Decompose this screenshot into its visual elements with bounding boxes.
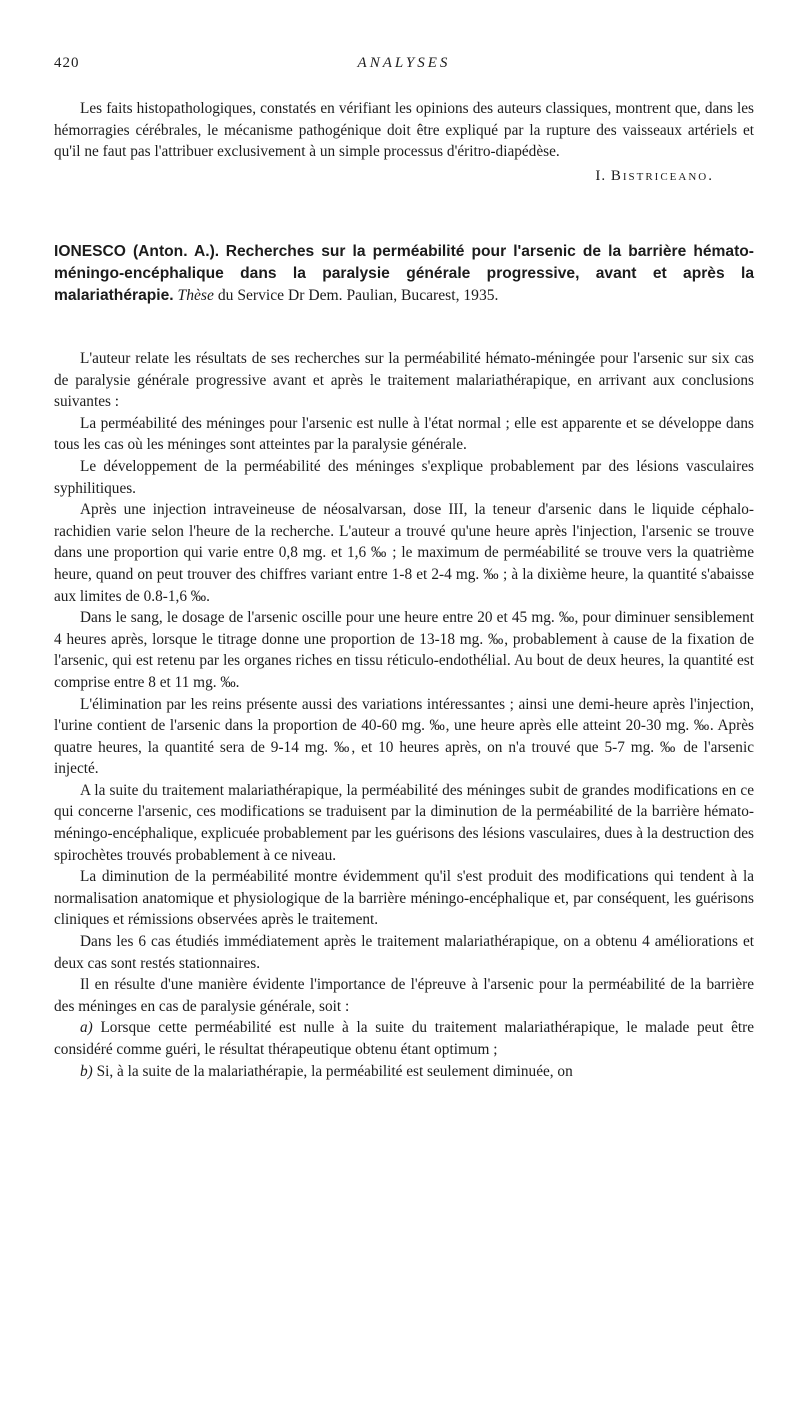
body-paragraph: Dans les 6 cas étudiés immédiatement après le traitement malariathérapique, on a obtenu 4 améliorations et deux cas sont restés stationnaires. xyxy=(54,933,754,972)
list-item xyxy=(54,1017,754,1060)
section-title: ANALYSES xyxy=(357,55,451,71)
body-paragraph: L'élimination par les reins présente aussi des variations intéressantes ; ainsi une demi-heure après l'injection, l'urine contient de l'arsenic dans la proportion de 40-60 mg. ‰, une heure après elle atteint 20-30 mg. ‰. Après quatre heures, la quantité sera de 9-14 mg. ‰, et 10 heures après, on n'a trouvé que 5-7 mg. ‰ de l'arsenic injecté. xyxy=(54,695,754,778)
body-paragraph: L'auteur relate les résultats de ses recherches sur la perméabilité hémato-méningée pour l'arsenic sur six cas de paralysie générale progressive avant et après le traitement malariathérapique, en arrivant aux conclusions suivantes : xyxy=(54,350,754,411)
list-item-marker: b) xyxy=(80,1062,93,1080)
list-item-text: Si, à la suite de la malariathérapie, la perméabilité est seulement diminuée, on xyxy=(96,1062,573,1080)
review-body xyxy=(54,348,754,1082)
article-title: Recherches sur la perméabilité pour l'arsenic de la barrière hémato-méningo-encéphalique dans la paralysie générale progressive, avant et après la malariathérapie. xyxy=(54,243,754,304)
body-paragraph: Il en résulte d'une manière évidente l'importance de l'épreuve à l'arsenic pour la perméabilité de la barrière des méninges en cas de paralysie générale, soit : xyxy=(54,976,754,1015)
body-paragraph: Le développement de la perméabilité des méninges s'explique probablement par des lésions vasculaires syphilitiques. xyxy=(54,457,754,497)
page-number: 420 xyxy=(54,55,80,71)
previous-review-signature xyxy=(54,166,754,187)
previous-review-paragraph: Les faits histopathologiques, constatés en vérifiant les opinions des auteurs classiques, montrent que, dans les hémorragies cérébrales, le mécanisme pathogénique doit être expliqué par la rupture des vaisseaux artériels et qu'il ne faut pas l'attribuer exclusivement à un simple processus d'éritro-diapédèse. xyxy=(54,100,754,161)
article-author: IONESCO (Anton. A.). xyxy=(54,243,220,260)
list-item-marker: a) xyxy=(80,1019,93,1037)
running-head xyxy=(54,55,754,75)
previous-review xyxy=(54,98,754,187)
body-paragraph: La perméabilité des méninges pour l'arsenic est nulle à l'état normal ; elle est apparente et se développe dans tous les cas où les méninges sont atteintes par la paralysie générale. xyxy=(54,414,754,454)
body-paragraph: La diminution de la perméabilité montre évidemment qu'il s'est produit des modifications qui tendent à la normalisation anatomique et physiologique de la barrière méningo-encéphalique et, par conséquent, les guérisons cliniques et rémissions observées après le traitement. xyxy=(54,868,754,929)
signature-initial: I. xyxy=(595,167,607,184)
body-paragraph: A la suite du traitement malariathérapique, la perméabilité des méninges subit de grandes modifications en ce qui concerne l'arsenic, ces modifications se traduisent par la diminution de la perméabilité de la barrière hémato-méningo-encéphalique, explicuée probablement par les guérisons des lésions vasculaires, dues à la destruction des spirochètes trouvés probablement à ce niveau. xyxy=(54,781,754,864)
body-paragraph: Dans le sang, le dosage de l'arsenic oscille pour une heure entre 20 et 45 mg. ‰, pour diminuer sensiblement 4 heures après, lorsque le titrage donne une proportion de 13-18 mg. ‰, probablement à cause de la fixation de l'arsenic, qui est retenu par les organes riches en tissu réticulo-endothélial. Au bout de deux heures, la quantité est comprise entre 8 et 11 mg. ‰. xyxy=(54,609,754,691)
article-heading xyxy=(54,241,754,307)
article-these: Thèse xyxy=(177,287,214,304)
article-source: du Service Dr Dem. Paulian, Bucarest, 1935. xyxy=(217,287,499,304)
signature-name: Bistriceano. xyxy=(610,167,714,184)
list-item-text: Lorsque cette perméabilité est nulle à la suite du traitement malariathérapique, le malade peut être considéré comme guéri, le résultat thérapeutique obtenu étant optimum ; xyxy=(54,1019,754,1058)
article-citation xyxy=(54,241,754,307)
body-paragraph: Après une injection intraveineuse de néosalvarsan, dose III, la teneur d'arsenic dans le liquide céphalo-rachidien varie selon l'heure de la recherche. L'auteur a trouvé qu'une heure après l'injection, l'arsenic se trouve dans une proportion qui varie entre 0,8 mg. et 1,6 ‰ ; le maximum de perméabilité se trouve vers la quatrième heure, quand on peut trouver des chiffres variant entre 1-8 et 2-4 mg. ‰ ; à la dixième heure, la quantité s'abaisse aux limites de 0.8-1,6 ‰. xyxy=(54,501,754,605)
list-item xyxy=(54,1061,754,1083)
